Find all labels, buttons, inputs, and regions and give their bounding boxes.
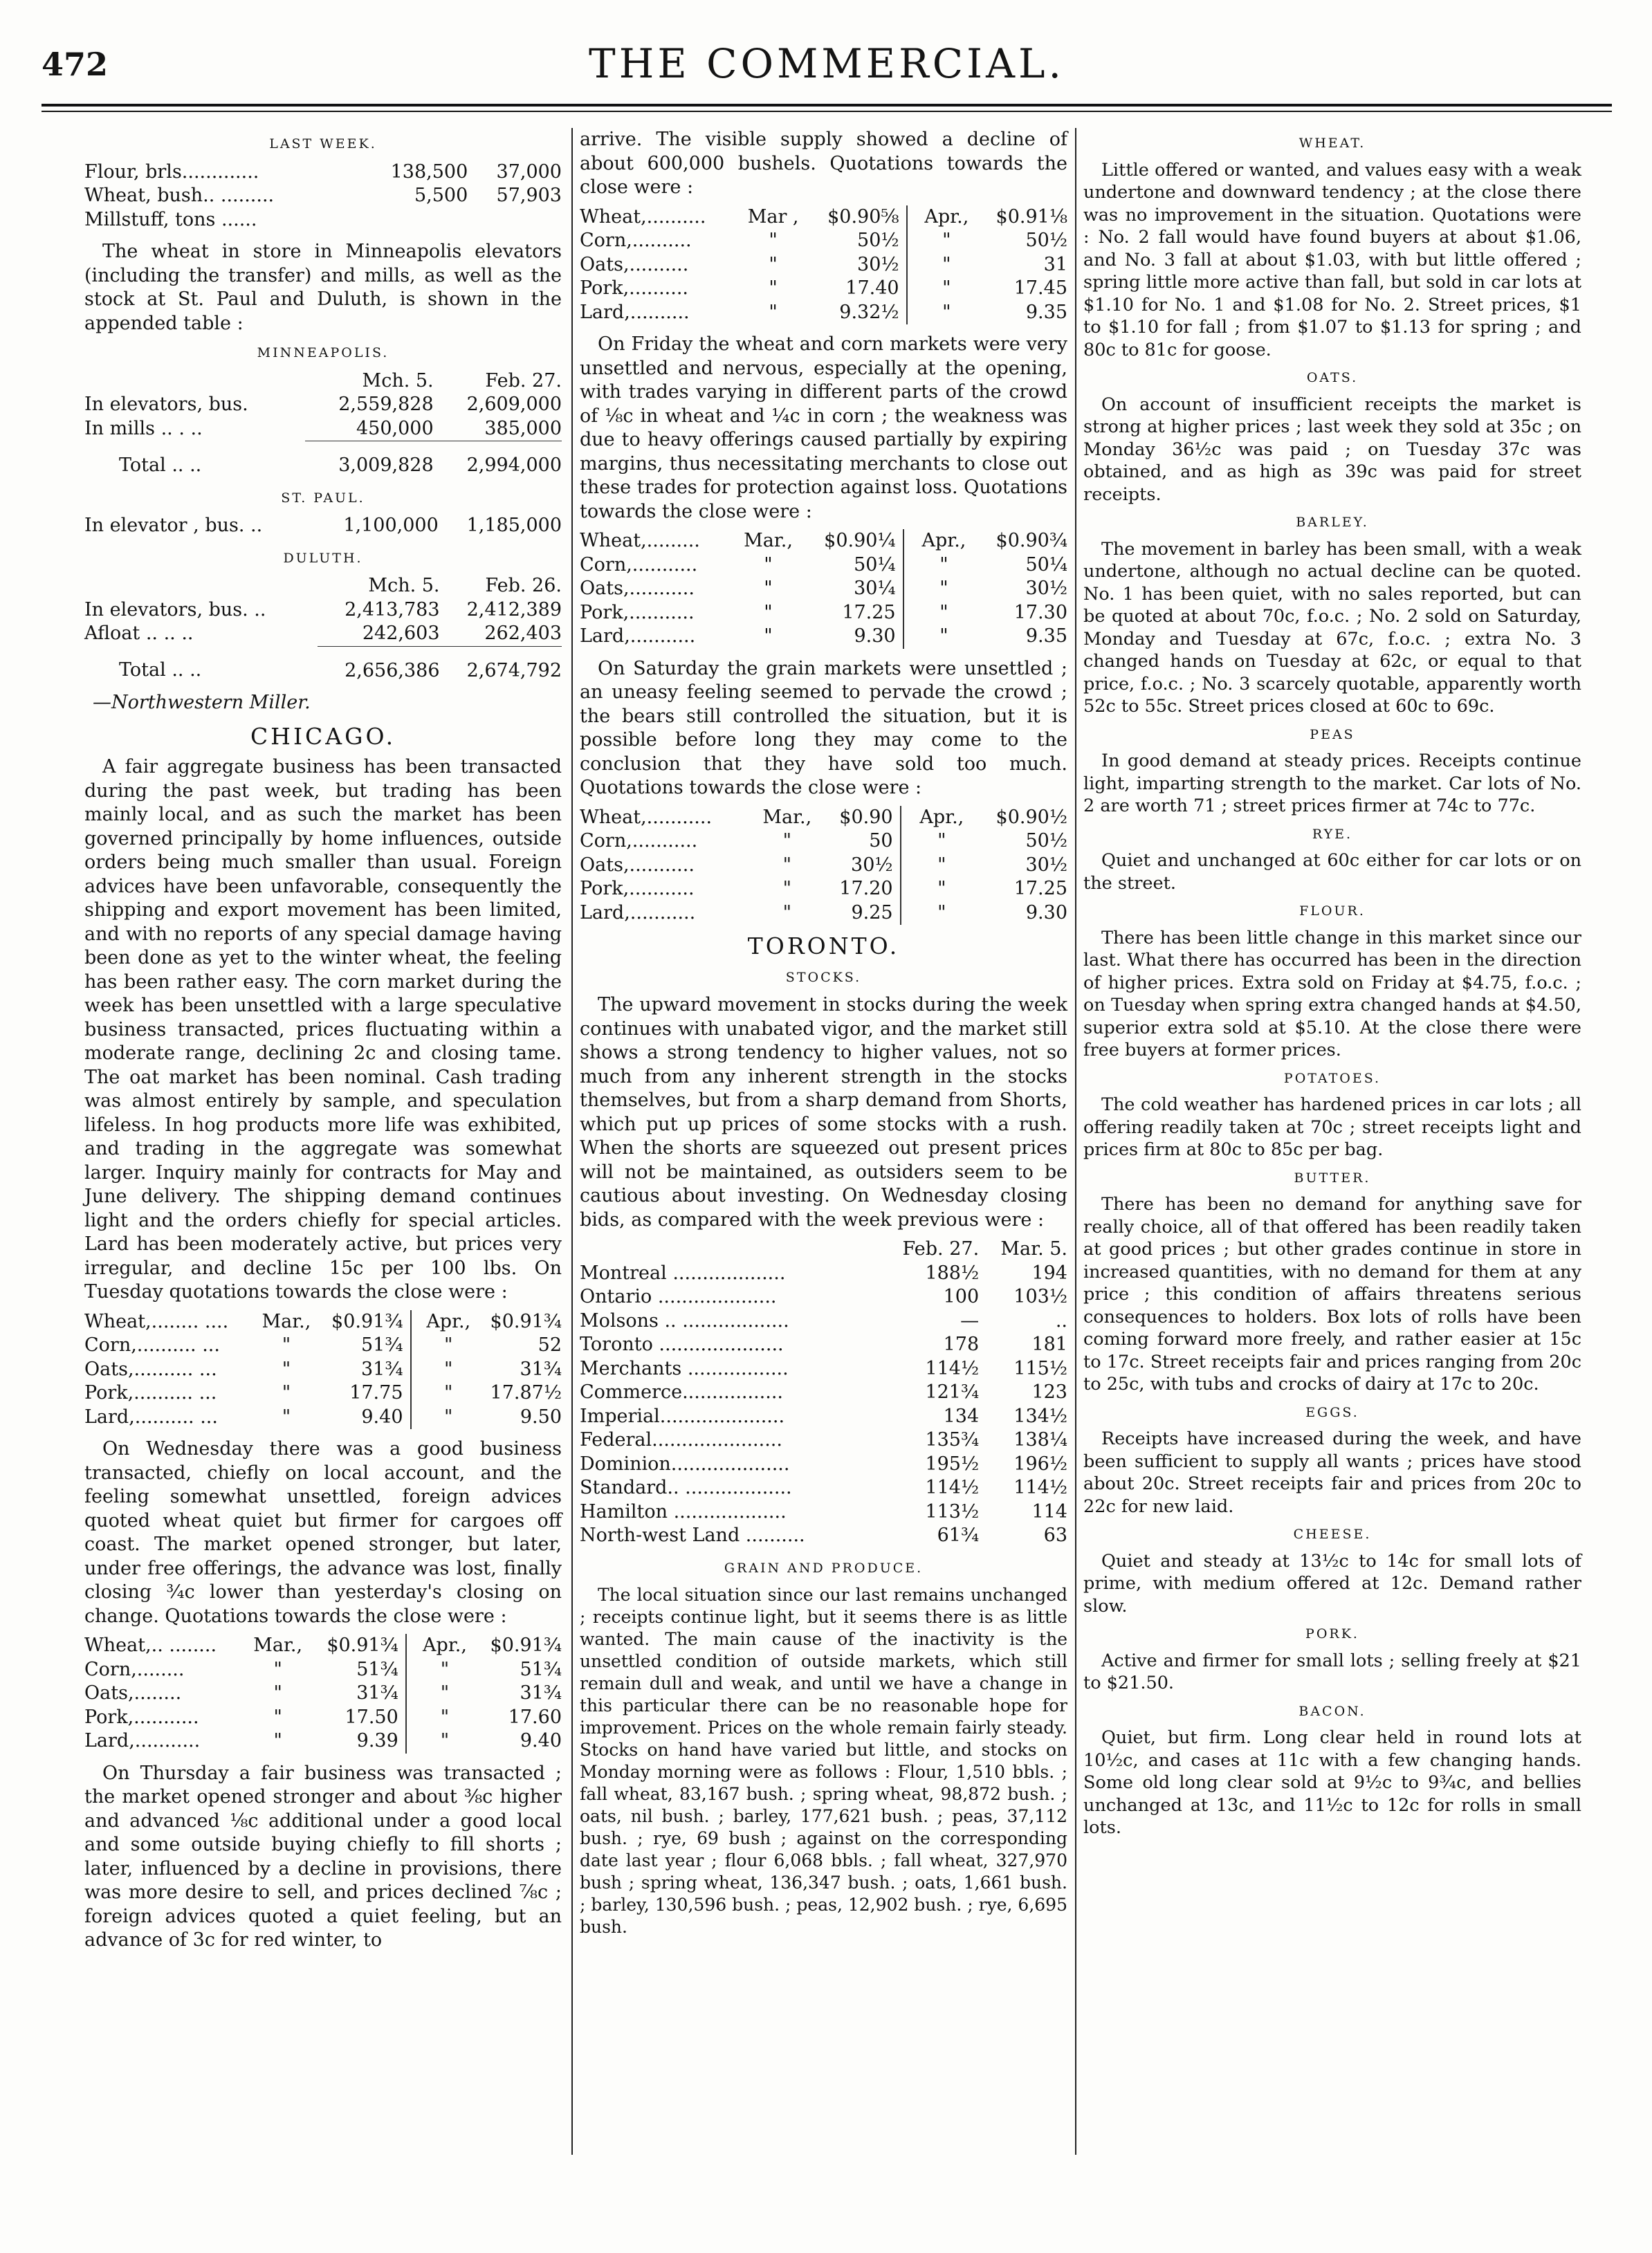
table-total-row: Total .. .. 2,656,386 2,674,792 (119, 659, 562, 681)
column-2 (580, 128, 1067, 1944)
paragraph: The movement in barley has been small, with a weak undertone, although no actual decline can be quoted. No. 1 has been quiet, with no sales reported, but can be quoted at about 70c, f.o.c. ; No. 2 sold on Saturday, Monday and Tuesday at 67c, f.o.c. ; extra No. 3 changed hands on Tuesday at 62c, or equal to that price, f.o.c. ; No. 3 scarcely quotable, apparently worth 52c to 55c. Street prices closed at 60c to 69c. (1083, 538, 1581, 717)
table-row: Pork,.......... ... " 17.75 " 17.87½ (84, 1381, 562, 1406)
table-row: Pork,........... " 17.50 " 17.60 (84, 1706, 562, 1730)
header-rule-thick (42, 104, 1612, 107)
table-row: Lard,........... " 9.30 " 9.35 (580, 625, 1067, 649)
quotation-table (580, 529, 1067, 649)
table-row: Imperial..................... 134 134½ (580, 1405, 1067, 1427)
table-row: Ontario .................... 100 103½ (580, 1286, 1067, 1307)
section-heading: OATS. (1306, 370, 1359, 385)
table-row: Federal...................... 135¾ 138¼ (580, 1429, 1067, 1451)
section-heading: RYE. (1312, 826, 1353, 842)
paragraph: On account of insufficient receipts the market is strong at higher prices ; last week they sold at 35c ; on Monday 36½c was paid ; on Tuesday 37c was obtained, and as high as 39c was paid for street receipts. (1083, 394, 1581, 505)
section-heading: POTATOES. (1283, 1070, 1382, 1086)
paragraph: arrive. The visible supply showed a decline of about 600,000 bushels. Quotations towards the close were : (580, 129, 1067, 198)
publication-title: THE COMMERCIAL. (589, 40, 1065, 87)
table-row: In mills .. . .. 450,000 385,000 (84, 417, 562, 441)
table-row: Wheat,.......... Mar , $0.90⅝ Apr., $0.91⅛ (580, 205, 1067, 230)
section-heading: GRAIN AND PRODUCE. (724, 1560, 924, 1576)
paragraph: Active and firmer for small lots ; selling freely at $21 to $21.50. (1083, 1650, 1581, 1693)
paragraph: The upward movement in stocks during the week continues with unabated vigor, and the market still shows a strong tendency to higher values, not so much from any inherent strength in the stocks themselves, but from a sharp demand from Shorts, which put up prices of some stocks with a rush. When the shorts are squeezed out present prices will not be maintained, as outsiders seem to be cautious about investing. On Wednesday closing bids, as compared with the week previous were : (580, 994, 1067, 1231)
table-row: Toronto ..................... 178 181 (580, 1334, 1067, 1355)
paragraph: Quiet and steady at 13½c to 14c for small lots of prime, with medium offered at 12c. Demand rather slow. (1083, 1550, 1581, 1617)
table-row: In elevators, bus. 2,559,828 2,609,000 (84, 394, 562, 415)
paragraph: Little offered or wanted, and values easy with a weak undertone and downward tendency ; at the close there was no improvement in the situation. Quotations were : No. 2 fall would have found buyers at about $1.06, and No. 3 fall at about $1.03, with but little offered ; spring little more active than fall, but sold in car lots at $1.10 for No. 1 and $1.08 for No. 2. Street prices, $1 to $1.10 for fall ; from $1.07 to $1.13 for spring ; and 80c to 81c for goose. (1083, 159, 1581, 360)
section-heading: PEAS (1310, 726, 1355, 742)
section-heading: WHEAT. (1298, 136, 1366, 151)
last-week-table (84, 160, 562, 232)
section-heading: FLOUR. (1299, 903, 1366, 919)
column-divider (571, 128, 573, 2155)
table-row: Wheat, bush.. ......... 5,500 57,903 (84, 185, 562, 206)
table-row: Oats,........... " 30¼ " 30½ (580, 577, 1067, 601)
paragraph: There has been little change in this market since our last. What there has occurred has been in the direction of higher prices. Extra sold on Friday at $4.75, f.o.c. ; on Tuesday when spring extra changed hands at $4.50, superior extra sold at $5.10. At the close there were free buyers at former prices. (1083, 927, 1581, 1060)
paragraph: Receipts have increased during the week, and have been sufficient to supply all wants ; prices have stood about 20c. Street receipts fair and prices from 20c to 22c for new laid. (1083, 1428, 1581, 1517)
table-row: Standard.. .................. 114½ 114½ (580, 1477, 1067, 1498)
table-row: Merchants ................. 114½ 115½ (580, 1357, 1067, 1379)
section-heading: BACON. (1298, 1703, 1366, 1719)
paragraph: Quiet and unchanged at 60c either for car lots or on the street. (1083, 850, 1581, 894)
table-row: In elevator , bus. .. 1,100,000 1,185,000 (84, 515, 562, 536)
table-row: Wheat,.. ........ Mar., $0.91¾ Apr., $0.91¾ (84, 1634, 562, 1658)
table-total-row: Total .. .. 3,009,828 2,994,000 (119, 454, 562, 476)
table-row: Corn,.......... " 50½ " 50½ (580, 229, 1067, 253)
paragraph: On Friday the wheat and corn markets were very unsettled and nervous, especially at the opening, with trades varying in different parts of the crowd of ⅛c in wheat and ¼c in corn ; the weakness was due to heavy offerings caused partially by expiring margins, thus necessitating merchants to close out these trades for protection against loss. Quotations towards the close were : (580, 333, 1067, 522)
table-header: Feb. 27. Mar. 5. (902, 1238, 1067, 1260)
table-row: Montreal ................... 188½ 194 (580, 1262, 1067, 1284)
table-row: Molsons .. .................. — .. (580, 1309, 1067, 1332)
table-header: Mch. 5. Feb. 26. (368, 575, 562, 596)
column-divider (1075, 128, 1076, 2155)
section-heading: STOCKS. (785, 969, 862, 985)
table-row: Commerce................. 121¾ 123 (580, 1381, 1067, 1403)
page-number: 472 (42, 46, 109, 83)
quotation-table (84, 1634, 562, 1754)
table-row: Flour, brls............. 138,500 37,000 (84, 160, 562, 183)
table-row: Oats,........ " 31¾ " 31¾ (84, 1682, 562, 1706)
table-row: Lard,.......... ... " 9.40 " 9.50 (84, 1406, 562, 1430)
stocks-table (580, 1238, 1067, 1548)
table-row: Corn,........ " 51¾ " 51¾ (84, 1658, 562, 1682)
paragraph: The cold weather has hardened prices in car lots ; all offering readily taken at 70c ; street receipts light and prices firm at 80c to 85c per bag. (1083, 1094, 1581, 1160)
minneapolis-table (84, 369, 562, 478)
table-row: Hamilton ................... 113½ 114 (580, 1500, 1067, 1523)
table-row: Corn,........... " 50 " 50½ (580, 829, 1067, 854)
column-3 (1083, 128, 1581, 1845)
header-rule-thin (42, 111, 1612, 112)
table-row: Lard,........... " 9.39 " 9.40 (84, 1729, 562, 1754)
table-row: Pork,.......... " 17.40 " 17.45 (580, 277, 1067, 301)
section-heading: EGGS. (1305, 1404, 1359, 1420)
section-heading: BUTTER. (1294, 1170, 1371, 1186)
section-heading: DULUTH. (283, 550, 363, 566)
table-header: Mch. 5. Feb. 27. (362, 369, 562, 392)
paragraph: On Saturday the grain markets were unsettled ; an uneasy feeling seemed to pervade the crowd ; the bears still controlled the situation, but it is possible before long they may come to the conclusion that they have sold too much. Quotations towards the close were : (580, 657, 1067, 798)
table-row: Oats,.......... ... " 31¾ " 31¾ (84, 1358, 562, 1382)
section-heading: MINNEAPOLIS. (257, 345, 389, 360)
table-row: Corn,........... " 50¼ " 50¼ (580, 553, 1067, 578)
table-row: Lard,........... " 9.25 " 9.30 (580, 901, 1067, 926)
table-row: Dominion.................... 195½ 196½ (580, 1453, 1067, 1475)
section-heading: ST. PAUL. (281, 490, 365, 506)
quotation-table (580, 205, 1067, 325)
table-row: Wheat,........ .... Mar., $0.91¾ Apr., $0.91¾ (84, 1310, 562, 1334)
quotation-table (580, 806, 1067, 926)
section-heading: BARLEY. (1296, 515, 1369, 530)
table-row: Afloat .. .. .. 242,603 262,403 (84, 622, 562, 646)
table-row: Millstuff, tons ...... (84, 208, 257, 230)
source-credit: —Northwestern Miller. (93, 692, 311, 713)
paragraph: The local situation since our last remains unchanged ; receipts continue light, but it seems there is as little wanted. The main cause of the inactivity is the unsettled condition of outside markets, which still remain dull and weak, and until we have a change in this particular there can be no reasonable hope for improvement. Prices on the whole remain fairly steady. Stocks on hand have varied but little, and stocks on Monday morning were as follows : Flour, 1,510 bbls. ; fall wheat, 83,167 bush. ; spring wheat, 98,872 bush. ; oats, nil bush. ; barley, 177,621 bush. ; peas, 37,112 bush. ; rye, 69 bush ; against on the corresponding date last year ; flour 6,068 bbls. ; fall wheat, 327,970 bush ; spring wheat, 136,347 bush. ; oats, 1,661 bush. ; barley, 130,596 bush. ; peas, 12,902 bush. ; rye, 6,695 bush. (580, 1585, 1067, 1937)
duluth-table (84, 574, 562, 683)
table-row: In elevators, bus. .. 2,413,783 2,412,389 (84, 598, 562, 620)
paragraph: A fair aggregate business has been transacted during the past week, but trading has been mainly local, and as such the market has been governed principally by home influences, outside orders being much smaller than usual. Foreign advices have been unfavorable, consequently the shipping and export movement has been limited, and with no reports of any special damage having been done as yet to the winter wheat, the feeling has been rather easy. The corn market during the week has been unsettled with a large speculative business transacted, prices fluctuating within a moderate range, declining 2c and closing tame. The oat market has been nominal. Cash trading was almost entirely by sample, and speculation lifeless. In hog products more life was exhibited, and trading in the aggregate was somewhat larger. Inquiry mainly for contracts for May and June delivery. The shipping demand continues light and the orders chiefly for special articles. Lard has been moderately active, but prices very irregular, and decline 15c per 100 lbs. On Tuesday quotations towards the close were : (84, 756, 562, 1303)
section-heading: LAST WEEK. (269, 136, 377, 151)
section-heading: PORK. (1305, 1626, 1359, 1642)
column-1 (84, 128, 562, 1958)
stpaul-table (84, 514, 562, 538)
paragraph: The wheat in store in Minneapolis elevators (including the transfer) and mills, as well as the stock at St. Paul and Duluth, is shown in the appended table : (84, 241, 562, 334)
table-row: Pork,........... " 17.20 " 17.25 (580, 877, 1067, 901)
table-row: Wheat,........... Mar., $0.90 Apr., $0.90½ (580, 806, 1067, 830)
paragraph: There has been no demand for anything save for really choice, all of that offered has been readily taken at good prices ; but other grades continue in store in increased quantities, with no demand for them at any price ; this condition of affairs threatens serious consequences to holders. Box lots of rolls have been coming forward more freely, and rather easier at 15c to 17c. Street receipts fair and prices ranging from 20c to 25c, with tubs and crocks of dairy at 17c to 20c. (1083, 1194, 1581, 1395)
section-title: TORONTO. (747, 932, 900, 959)
section-heading: CHEESE. (1293, 1527, 1372, 1542)
page-header (42, 40, 1612, 95)
table-row: Corn,.......... ... " 51¾ " 52 (84, 1334, 562, 1358)
paragraph: On Thursday a fair business was transacted ; the market opened stronger and about ⅜c higher and advanced ⅛c additional under a good local and some outside buying chiefly to fill shorts ; later, influenced by a decline in provisions, there was more desire to sell, and prices declined ⅞c ; foreign advices quoted a quiet feeling, but an advance of 3c for red winter, to (84, 1762, 562, 1951)
table-row: Oats,........... " 30½ " 30½ (580, 854, 1067, 878)
table-row: North-west Land .......... 61¾ 63 (580, 1525, 1067, 1546)
paragraph: Quiet, but firm. Long clear held in round lots at 10½c, and cases at 11c with a few changing hands. Some old long clear sold at 9½c to 9¾c, and bellies unchanged at 13c, and 11½c to 12c for rolls in small lots. (1083, 1727, 1581, 1838)
paragraph: On Wednesday there was a good business transacted, chiefly on local account, and the feeling somewhat unsettled, foreign advices quoted wheat quiet but firmer for cargoes off coast. The market opened stronger, but later, under free offerings, the advance was lost, finally closing ¾c lower than yesterday's closing on change. Quotations towards the close were : (84, 1438, 562, 1627)
table-row: Lard,.......... " 9.32½ " 9.35 (580, 301, 1067, 325)
section-title: CHICAGO. (250, 722, 396, 750)
quotation-table (84, 1310, 562, 1430)
paragraph: In good demand at steady prices. Receipts continue light, imparting strength to the market. Car lots of No. 2 are worth 71 ; street prices firmer at 74c to 77c. (1083, 751, 1581, 816)
table-row: Pork,........... " 17.25 " 17.30 (580, 601, 1067, 625)
table-row: Oats,.......... " 30½ " 31 (580, 253, 1067, 277)
table-row: Wheat,......... Mar., $0.90¼ Apr., $0.90¾ (580, 529, 1067, 553)
